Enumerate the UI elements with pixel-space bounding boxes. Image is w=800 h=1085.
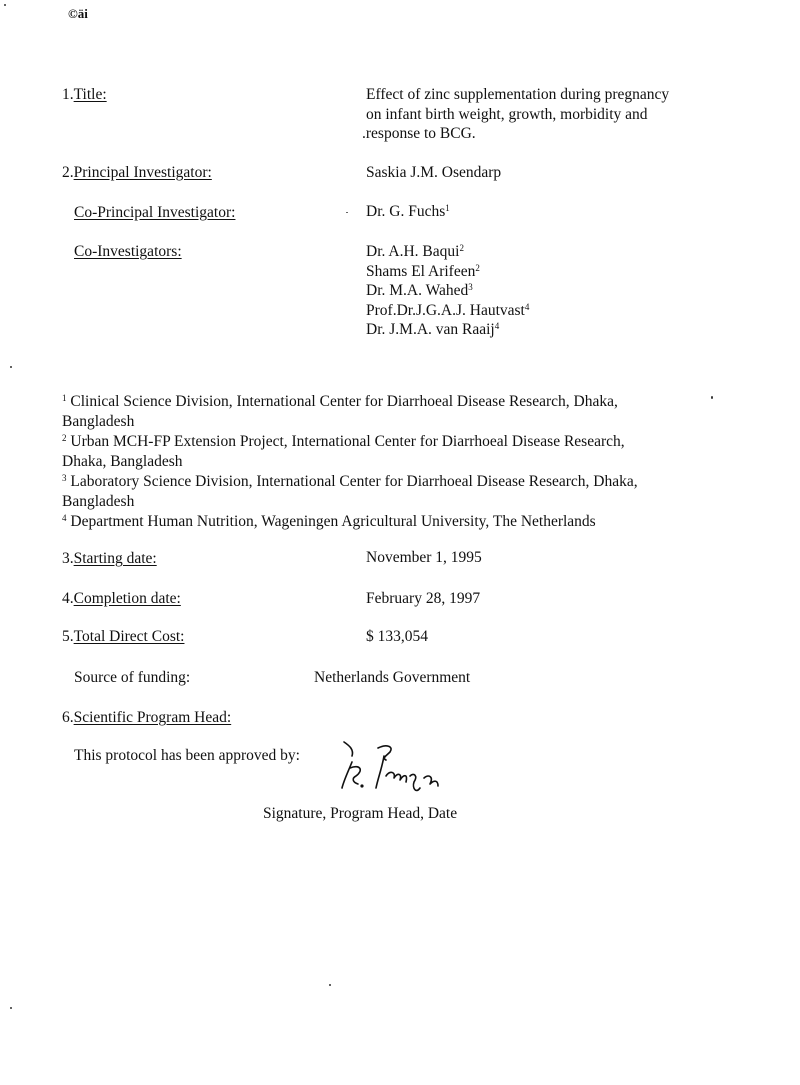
footnote-text: Department Human Nutrition, Wageningen Agricultural University, The Netherlands xyxy=(66,513,596,530)
coinvestigator-name: Dr. A.H. Baqui xyxy=(366,243,460,260)
scan-speck xyxy=(346,212,348,213)
coinvestigator-sup: 4 xyxy=(494,321,500,331)
coinvestigator-name: Dr. J.M.A. van Raaij xyxy=(366,321,495,338)
coinv-label: Co-Investigators: xyxy=(74,243,182,260)
approval-text: This protocol has been approved by: xyxy=(74,747,300,764)
completion-label-text: Completion date: xyxy=(73,590,181,607)
footnote-mark: 3 xyxy=(62,473,67,483)
footnote-text: Clinical Science Division, International Center for Diarrhoeal Disease Research, Dhaka, xyxy=(66,393,618,410)
funding-label: Source of funding: xyxy=(74,669,191,686)
signature-caption: Signature, Program Head, Date xyxy=(263,805,458,822)
footnote-cont: Bangladesh xyxy=(62,493,135,510)
pi-value: Saskia J.M. Osendarp xyxy=(366,164,502,181)
footnote-mark: 4 xyxy=(62,513,67,523)
footnote-cont: Dhaka, Bangladesh xyxy=(62,453,183,470)
footnote xyxy=(62,472,638,492)
program-head-number: 6. xyxy=(62,709,74,726)
handwritten-signature xyxy=(338,738,448,798)
scan-speck xyxy=(10,1007,12,1009)
pi-label xyxy=(62,164,212,182)
header-mark: ©äi xyxy=(68,6,88,21)
scan-speck xyxy=(10,366,12,368)
footnote xyxy=(62,432,638,452)
title-number: 1. xyxy=(62,86,74,103)
cost-value: $ 133,054 xyxy=(366,628,428,645)
funding-value: Netherlands Government xyxy=(314,669,471,686)
coinvestigator-name: Shams El Arifeen xyxy=(366,262,476,280)
coinvestigator xyxy=(366,320,529,340)
start-label xyxy=(62,550,157,568)
coinvestigator xyxy=(366,242,529,262)
coinvestigator-sup: 2 xyxy=(459,243,464,253)
coinvestigator-list xyxy=(366,242,529,340)
scan-speck xyxy=(329,984,331,986)
copi-label: Co-Principal Investigator: xyxy=(74,204,236,221)
start-number: 3. xyxy=(62,550,74,567)
start-value: November 1, 1995 xyxy=(366,549,482,566)
cost-number: 5. xyxy=(62,628,74,645)
title-label-text: Title: xyxy=(73,86,107,103)
footnote-mark: 1 xyxy=(62,393,67,403)
pi-number: 2. xyxy=(62,164,74,181)
scan-speck xyxy=(711,396,713,399)
cost-label xyxy=(62,628,184,646)
completion-label xyxy=(62,590,181,608)
footnote xyxy=(62,512,638,532)
affiliation-footnotes xyxy=(62,392,638,532)
title-label xyxy=(62,86,107,104)
footnote-text: Laboratory Science Division, International Center for Diarrhoeal Disease Research, Dhaka, xyxy=(66,473,638,490)
program-head-label-text: Scientific Program Head: xyxy=(73,709,232,726)
start-label-text: Starting date: xyxy=(73,550,157,567)
title-line: .response to BCG. xyxy=(362,125,476,142)
copi-sup: 1 xyxy=(445,203,450,213)
coinvestigator-name: Dr. M.A. Wahed xyxy=(366,282,469,299)
title-line: Effect of zinc supplementation during pregnancy xyxy=(366,86,670,103)
copi-name: Dr. G. Fuchs xyxy=(366,203,446,220)
cost-label-text: Total Direct Cost: xyxy=(73,628,185,645)
footnote-text: Urban MCH-FP Extension Project, International Center for Diarrhoeal Disease Research, xyxy=(66,433,625,450)
coinvestigator-sup: 4 xyxy=(524,301,530,312)
scan-speck xyxy=(4,4,6,6)
copi-value xyxy=(366,203,450,221)
footnote xyxy=(62,392,638,412)
pi-label-text: Principal Investigator: xyxy=(73,164,212,181)
coinvestigator xyxy=(366,281,529,301)
completion-number: 4. xyxy=(62,590,74,607)
program-head-label xyxy=(62,709,231,727)
title-value xyxy=(362,85,670,144)
coinvestigator xyxy=(366,262,529,282)
footnote-mark: 2 xyxy=(62,433,67,443)
coinvestigator-sup: 2 xyxy=(475,262,480,273)
coinvestigator-sup: 3 xyxy=(468,282,473,292)
coinvestigator-name: Prof.Dr.J.G.A.J. Hautvast xyxy=(366,301,525,319)
footnote-cont: Bangladesh xyxy=(62,413,135,430)
title-line: on infant birth weight, growth, morbidity and xyxy=(366,105,648,123)
coinvestigator xyxy=(366,301,529,321)
completion-value: February 28, 1997 xyxy=(366,590,481,607)
